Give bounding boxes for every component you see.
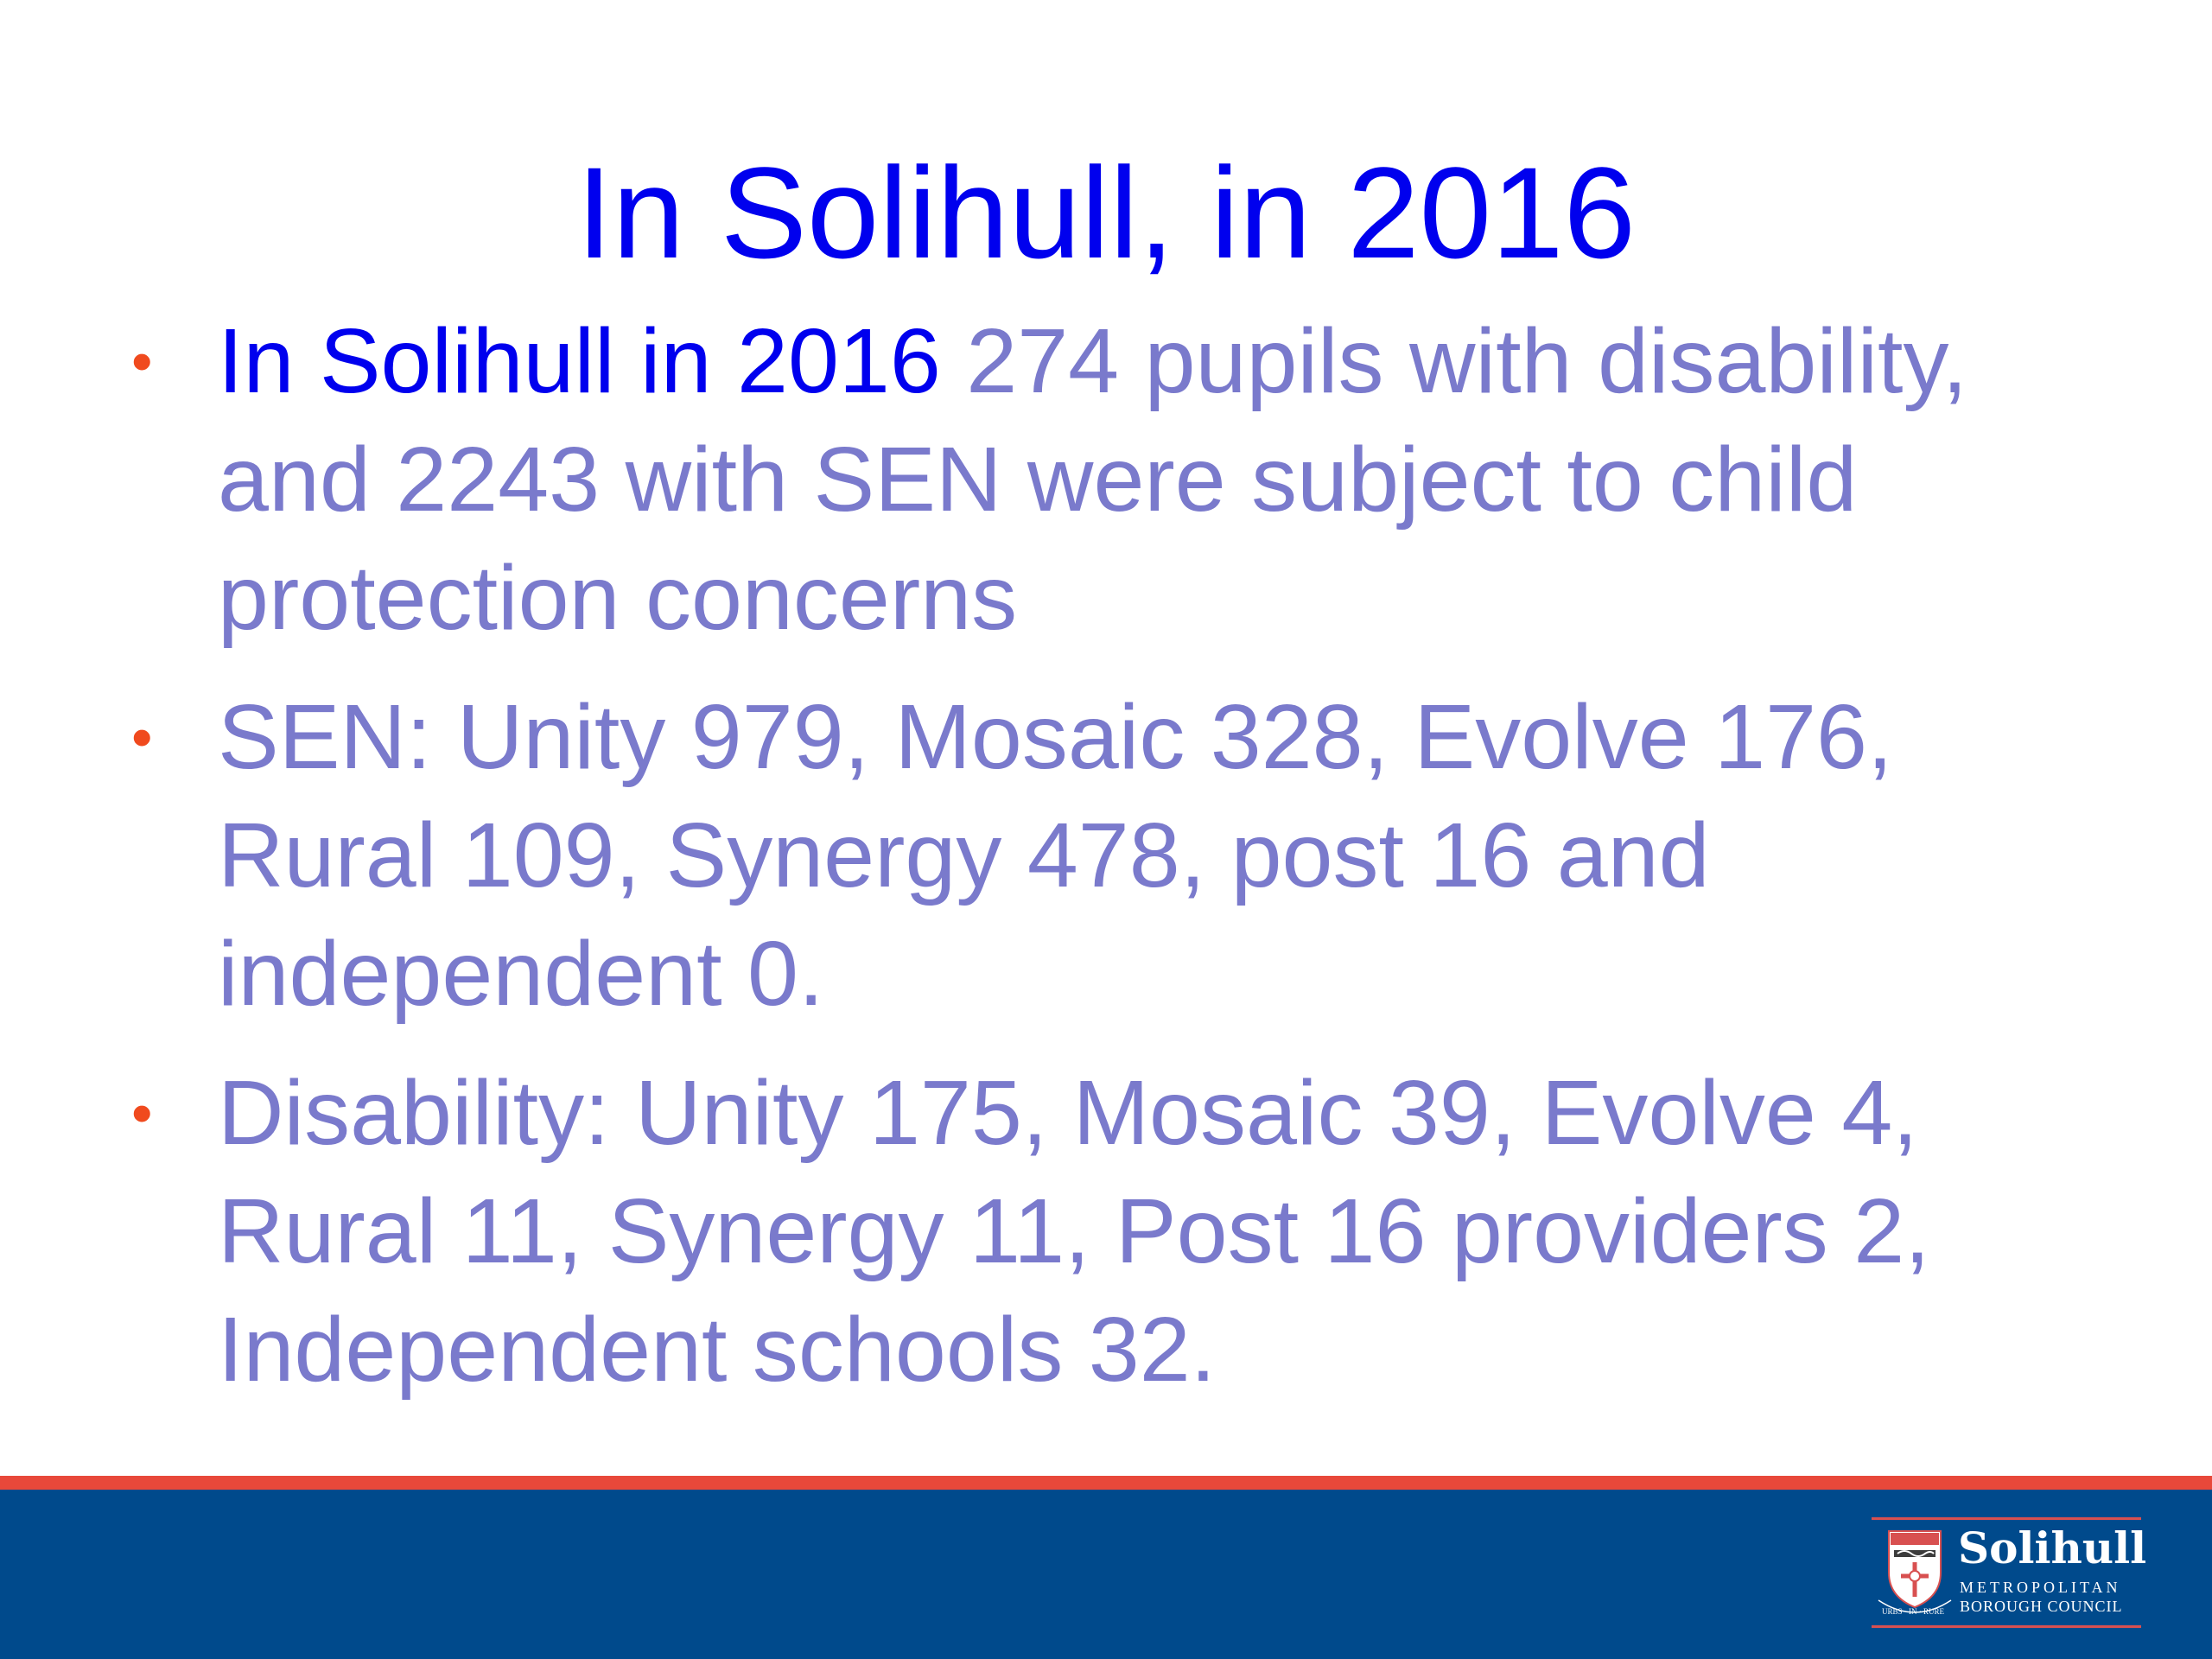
logo-rule (1872, 1517, 2141, 1520)
logo-motto: URBS · IN · RURE (1882, 1607, 1945, 1616)
solihull-council-logo (1872, 1517, 2147, 1628)
logo-subtitle-line1: METROPOLITAN (1960, 1579, 2121, 1596)
bullet-marker: • (131, 327, 153, 395)
bullet-text: 274 pupils with disability, and 2243 with SEN were subject to child protection concerns (218, 310, 1968, 649)
bullet-item-disability (121, 1054, 2108, 1409)
logo-name: Solihull (1958, 1522, 2147, 1573)
bullet-item-pupils (121, 302, 2108, 658)
crest-icon (1875, 1528, 1955, 1618)
bullet-text: SEN: Unity 979, Mosaic 328, Evolve 176, Rural 109, Synergy 478, post 16 and independent 0. (218, 686, 1893, 1025)
slide-title: In Solihull, in 2016 (576, 140, 1636, 285)
bullet-marker: • (131, 1079, 153, 1147)
logo-rule (1872, 1625, 2141, 1628)
footer-red-rule (0, 1476, 2212, 1490)
bullet-text: Disability: Unity 175, Mosaic 39, Evolve 4, Rural 11, Synergy 11, Post 16 providers 2, Independent schools 32. (218, 1062, 1930, 1401)
bullet-item-sen (121, 678, 2108, 1033)
bullet-lead-text: In Solihull in 2016 (218, 310, 941, 412)
logo-subtitle-line2: BOROUGH COUNCIL (1960, 1598, 2123, 1615)
bullet-marker: • (131, 703, 153, 771)
bullet-list (121, 302, 2108, 1430)
